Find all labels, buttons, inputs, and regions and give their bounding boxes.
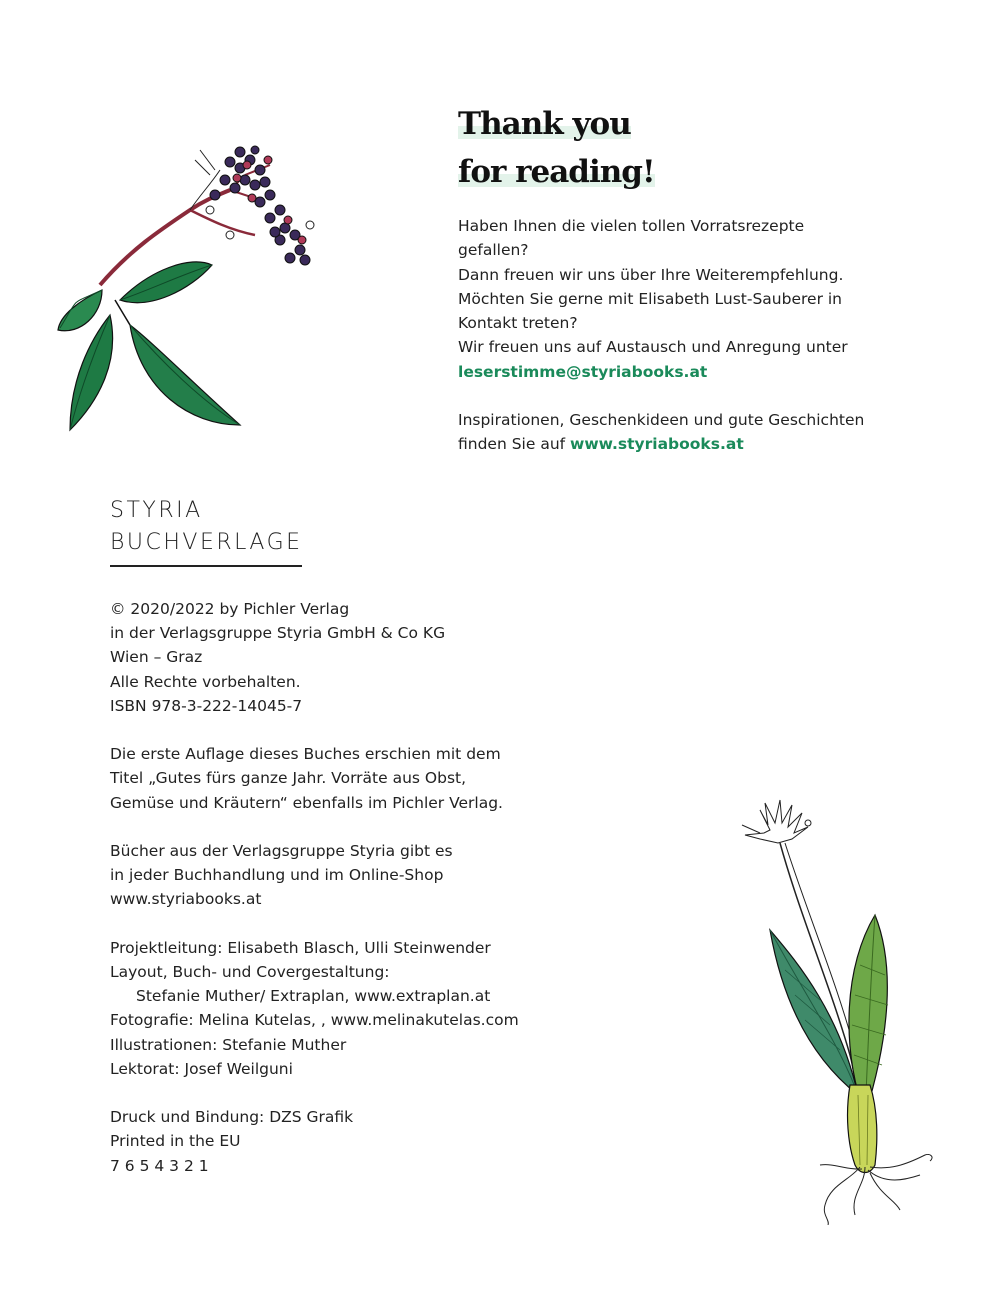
body-line: Kontakt treten? [458,314,578,333]
imprint-line: Projektleitung: Elisabeth Blasch, Ulli Steinwender [110,938,491,957]
body-line: Haben Ihnen die vielen tollen Vorratsrezepte gefallen? [458,217,805,260]
imprint-section [110,597,570,1202]
imprint-line: Printed in the EU [110,1132,241,1151]
imprint-line: Wien – Graz [110,648,203,667]
imprint-line: ISBN 978-3-222-14045-7 [110,696,303,715]
thank-you-section [458,100,878,457]
imprint-line: 7 6 5 4 3 2 1 [110,1156,209,1175]
imprint-line: Bücher aus der Verlagsgruppe Styria gibt es [110,842,453,860]
thank-you-heading [458,100,878,196]
inspiration-prefix: finden Sie auf [458,435,571,454]
imprint-line: Illustrationen: Stefanie Muther [110,1035,347,1054]
imprint-line: Alle Rechte vorbehalten. [110,672,301,691]
copyright-block [110,597,570,718]
imprint-line: Gemüse und Kräutern“ ebenfalls im Pichler Verlag. [110,793,503,812]
imprint-line: in jeder Buchhandlung und im Online-Shop [110,866,444,885]
heading-line-2: for reading! [458,154,655,190]
imprint-line: Titel „Gutes fürs ganze Jahr. Vorräte aus Obst, [110,769,467,788]
thank-you-body [458,214,878,457]
logo-underline [110,565,302,567]
body-line: Dann freuen wir uns über Ihre Weiterempfehlung. [458,265,844,284]
publisher-logo [110,495,303,567]
imprint-line: Layout, Buch- und Covergestaltung: [110,963,390,981]
imprint-line: Fotografie: Melina Kutelas, , www.melinakutelas.com [110,1011,519,1030]
email-link[interactable]: leserstimme@styriabooks.at [458,362,708,381]
body-line: Möchten Sie gerne mit Elisabeth Lust-Sauberer in [458,289,842,308]
inspiration-line: Inspirationen, Geschenkideen und gute Geschichten [458,411,865,430]
website-link[interactable]: www.styriabooks.at [570,435,744,454]
inspiration-line-2 [458,432,878,456]
logo-line-1: STYRIA [110,498,203,523]
imprint-link[interactable]: www.styriabooks.at [110,890,262,909]
logo-line-2: BUCHVERLAGE [110,530,303,555]
body-line: Wir freuen uns auf Austausch und Anregung unter [458,338,848,357]
imprint-line: Druck und Bindung: DZS Grafik [110,1108,354,1127]
print-block [110,1105,570,1178]
imprint-line: Die erste Auflage dieses Buches erschien mit dem [110,745,501,764]
edition-block [110,742,570,815]
imprint-line: © 2020/2022 by Pichler Verlag [110,600,350,618]
heading-line-1: Thank you [458,106,631,142]
imprint-line: Stefanie Muther/ Extraplan, www.extraplan.at [136,987,491,1006]
wild-garlic-illustration [730,795,940,1225]
elderberry-illustration [40,140,330,440]
imprint-line: in der Verlagsgruppe Styria GmbH & Co KG [110,624,446,643]
imprint-line: Lektorat: Josef Weilguni [110,1059,293,1078]
availability-block [110,839,570,912]
credits-block [110,936,570,1081]
